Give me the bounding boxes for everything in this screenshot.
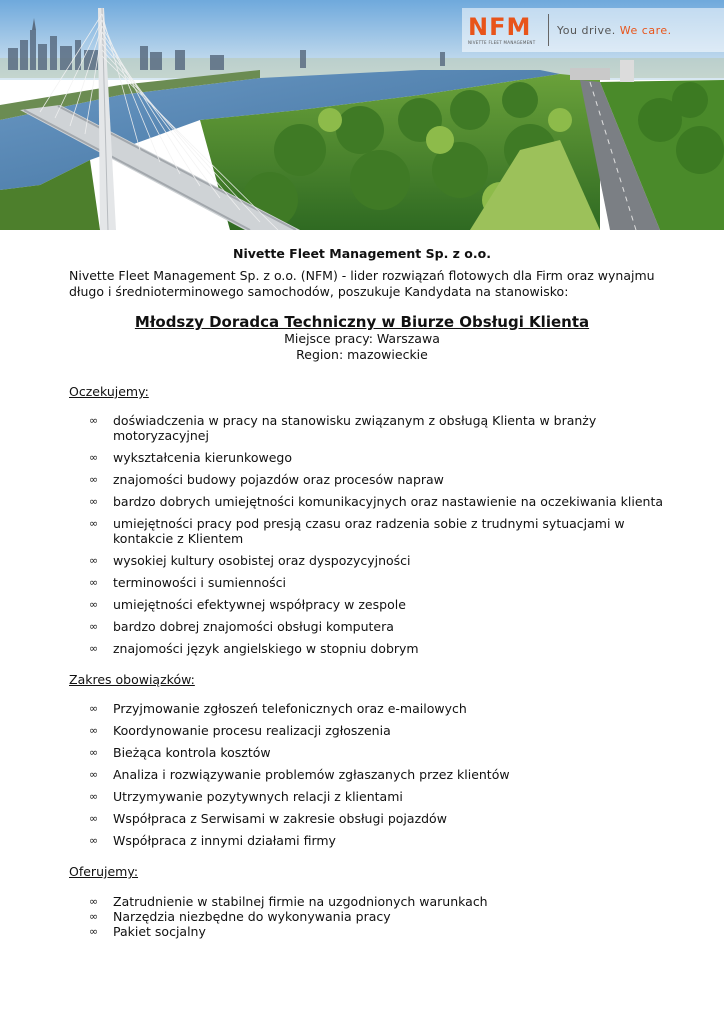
- bullet-icon: ∞: [89, 495, 99, 508]
- logo-mark: [468, 15, 544, 45]
- section-heading-duties: Zakres obowiązków:: [69, 672, 195, 687]
- job-region: Region: mazowieckie: [296, 347, 428, 362]
- section-heading-requirements: Oczekujemy:: [69, 384, 149, 399]
- bullet-icon: ∞: [89, 598, 99, 611]
- list-item: ∞ Współpraca z Serwisami w zakresie obsługi pojazdów: [89, 811, 447, 826]
- list-item: ∞ Pakiet socjalny: [89, 924, 206, 939]
- logo-divider: [548, 14, 549, 46]
- list-item: ∞ znajomości język angielskiego w stopniu dobrym: [89, 641, 419, 656]
- bullet-icon: ∞: [89, 642, 99, 655]
- offer-list: [0, 894, 724, 939]
- bullet-icon: ∞: [89, 834, 99, 847]
- bullet-icon: ∞: [89, 517, 99, 530]
- logo-subtitle: NIVETTE FLEET MANAGEMENT: [468, 40, 536, 45]
- list-item: ∞ Koordynowanie procesu realizacji zgłoszenia: [89, 723, 391, 738]
- list-item: ∞ bardzo dobrej znajomości obsługi komputera: [89, 619, 394, 634]
- list-item: ∞ Narzędzia niezbędne do wykonywania pracy: [89, 909, 391, 924]
- list-item: ∞ doświadczenia w pracy na stanowisku związanym z obsługą Klienta w branży motoryzacyjnej: [89, 413, 597, 443]
- list-item: ∞ wykształcenia kierunkowego: [89, 450, 292, 465]
- bullet-icon: ∞: [89, 576, 99, 589]
- bullet-icon: ∞: [89, 790, 99, 803]
- list-item: ∞ Analiza i rozwiązywanie problemów zgłaszanych przez klientów: [89, 767, 510, 782]
- intro-paragraph: Nivette Fleet Management Sp. z o.o. (NFM) - lider rozwiązań flotowych dla Firm oraz wynajmu długo i średnioterminowego samochodów, poszukuje Kandydata na stanowisko:: [69, 268, 655, 299]
- job-title: Młodszy Doradca Techniczny w Biurze Obsługi Klienta: [134, 313, 590, 331]
- bullet-icon: ∞: [89, 702, 99, 715]
- nfm-logo: [468, 12, 718, 48]
- list-item: ∞ bardzo dobrych umiejętności komunikacyjnych oraz nastawienie na oczekiwania klienta: [89, 494, 664, 509]
- bullet-icon: ∞: [89, 910, 99, 923]
- list-item: ∞ umiejętności pracy pod presją czasu oraz radzenia sobie z trudnymi sytuacjami w kontakcie z Klientem: [89, 516, 625, 546]
- logo-letters: NFM: [468, 13, 532, 41]
- bullet-icon: ∞: [89, 724, 99, 737]
- list-item: ∞ Współpraca z innymi działami firmy: [89, 833, 336, 848]
- list-item: ∞ umiejętności efektywnej współpracy w zespole: [89, 597, 406, 612]
- header-banner: [0, 0, 724, 230]
- list-item: ∞ wysokiej kultury osobistej oraz dyspozycyjności: [89, 553, 411, 568]
- bullet-icon: ∞: [89, 473, 99, 486]
- tagline-drive: You drive.: [557, 23, 616, 37]
- bullet-icon: ∞: [89, 414, 99, 427]
- bullet-icon: ∞: [89, 620, 99, 633]
- bullet-icon: ∞: [89, 554, 99, 567]
- bullet-icon: ∞: [89, 768, 99, 781]
- bullet-icon: ∞: [89, 895, 99, 908]
- list-item: ∞ Przyjmowanie zgłoszeń telefonicznych oraz e-mailowych: [89, 701, 467, 716]
- logo-tagline: [557, 24, 672, 37]
- list-item: ∞ Utrzymywanie pozytywnych relacji z klientami: [89, 789, 403, 804]
- job-offer-document: [0, 246, 724, 939]
- bullet-icon: ∞: [89, 812, 99, 825]
- requirements-list: [0, 413, 724, 656]
- list-item: ∞ Zatrudnienie w stabilnej firmie na uzgodnionych warunkach: [89, 894, 488, 909]
- bullet-icon: ∞: [89, 746, 99, 759]
- section-heading-offer: Oferujemy:: [69, 864, 139, 879]
- company-heading: Nivette Fleet Management Sp. z o.o.: [233, 246, 491, 261]
- list-item: ∞ terminowości i sumienności: [89, 575, 287, 590]
- list-item: ∞ Bieżąca kontrola kosztów: [89, 745, 271, 760]
- duties-list: [0, 701, 724, 848]
- tagline-care: We care.: [619, 23, 672, 37]
- bullet-icon: ∞: [89, 451, 99, 464]
- job-location: Miejsce pracy: Warszawa: [284, 331, 440, 346]
- bullet-icon: ∞: [89, 925, 99, 938]
- list-item: ∞ znajomości budowy pojazdów oraz procesów napraw: [89, 472, 444, 487]
